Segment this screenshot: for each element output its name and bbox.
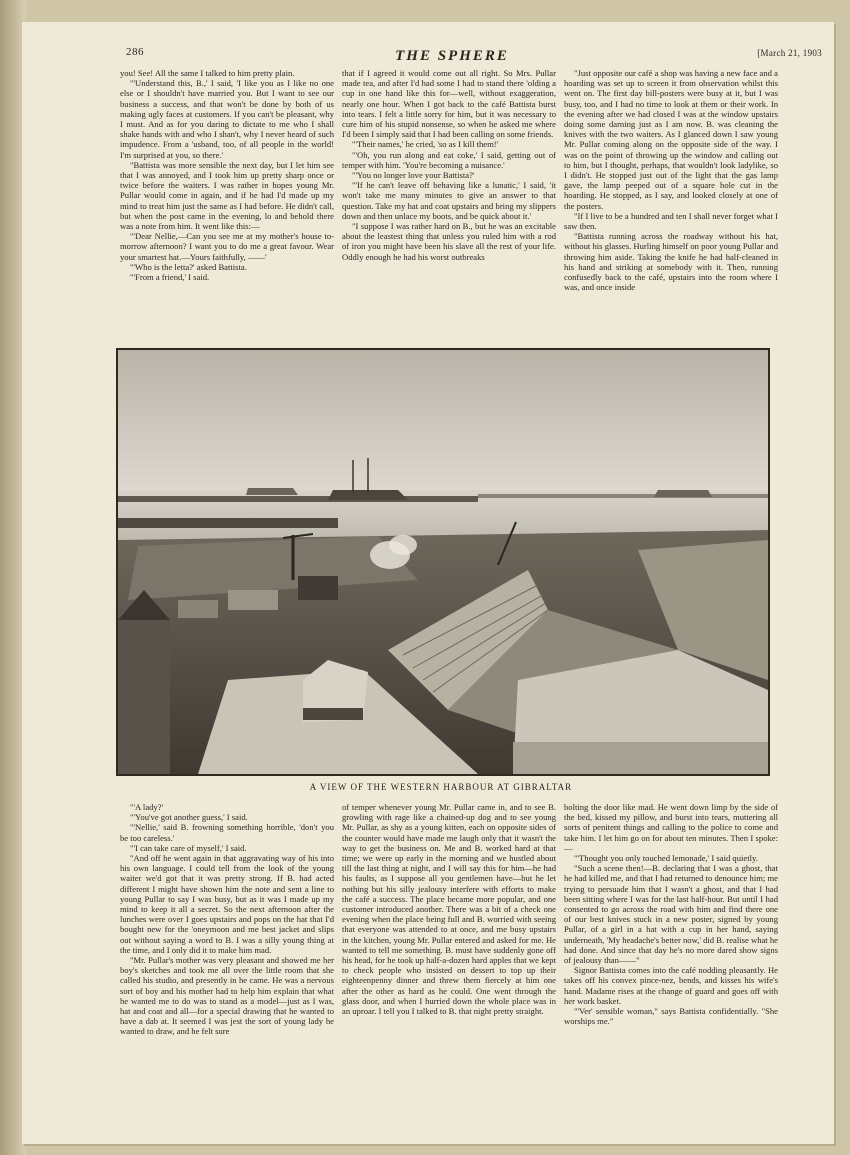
paragraph: "'Oh, you run along and eat coke,' I said, getting out of temper with him. 'You're becoming a nuisance.': [342, 149, 556, 170]
paragraph: "If I live to be a hundred and ten I shall never forget what I saw then.: [564, 210, 778, 232]
magazine-page: [22, 22, 834, 1144]
paragraph: "Battista was more sensible the next day, but I let him see that I was annoyed, and I took him up pretty sharp once or twice before the waiters. I was rather in hopes young Mr. Pullar would come in again, and if he had I'd made up my mind to treat him just the same as I had before. He didn't call, but when the post came in the evening, lo and behold there was a note from him. It went like this:—: [120, 159, 334, 232]
paragraph: bolting the door like mad. He went down limp by the side of the bed, kissed my pillow, and burst into tears, muttering all sorts of penitent things and calling to the police to come and take him. I let him go on for about ten minutes. Then I spoke:—: [564, 802, 778, 853]
paragraph: "'Dear Nellie,—Can you see me at my mother's house to-morrow afternoon? I want you to do me a great favour. Wear your smartest hat.—Yours faithfully, ——': [120, 231, 334, 262]
paragraph: "'Their names,' he cried, 'so as I kill them!': [352, 139, 499, 150]
page-number: 286: [126, 46, 144, 58]
bottom-column-2: [342, 802, 556, 1102]
paragraph: "And off he went again in that aggravating way of his into his own language. I could tell from the look of the young waiter we'd got that it was pretty strong. If B. had acted different I might have shown him the note and sent a line to young Pullar to say I was busy, but as it was I made up my mind to keep it all a secret. So the next afternoon after the lunches were over I goes upstairs and pops on the hat that I'd bought new for the 'oneymoon and me best jacket and slips out without saying a word to B. I was a silly young thing at the time, and I only did it to make him mad.: [120, 853, 334, 955]
paragraph: Signor Battista comes into the café nodding pleasantly. He takes off his convex pince-nez, bends, and kisses his wife's hand. Madame rises at the change of guard and goes off with her work basket.: [564, 965, 778, 1006]
photo-caption: A VIEW OF THE WESTERN HARBOUR AT GIBRALTAR: [309, 782, 573, 792]
bottom-column-1: [120, 802, 334, 1102]
paragraph: "'Who is the letta?' asked Battista.: [130, 261, 247, 272]
paragraph: "'Ver' sensible woman," says Battista confidentially. "She worships me.": [564, 1006, 778, 1027]
paragraph: of temper whenever young Mr. Pullar came in, and to see B. growling with rage like a chained-up dog and to see young Mr. Pullar, as shy as a young kitten, each on opposite sides of the counter would have made me laugh only that it wasn't the way to get the business on. Me and B. worked hard at that time; we were up early in the morning and we hustled about till the last thing at night, and I will say this for him—he had his faults, as I suppose all you gentlemen have—but he let nothing but his silly jealousy interfere with efforts to make the café a success. The place became more popular, and one customer introduced another. There was a bit of a check one evening when the place being full and B. worried with seeing that everyone was attended to at once, and me busy upstairs in the kitchen, young Mr. Pullar entered and asked for me. He wanted to tell me something. B. must have suddenly gone off his head, for he took up half-a-dozen hard apples that we kept to check people who insisted on dessert to top up their eighteenpenny dinner and threw them fiercely at him one after the other as hard as he could. One went through the glass door, and when I hurried down the whole place was in an uproar. I tell you I talked to B. that night pretty straight.: [342, 802, 556, 1017]
paragraph: "Just opposite our café a shop was having a new face and a hoarding was set up to screen it from observation whilst this went on. The first day bill-posters were busy at it, but I was busy, too, and I had no time to look at them or their work. In the evening after we had closed I was at the window upstairs doing some darning just as I am now. B. was cleaning the knives with the two waiters. As I glanced down I saw young Mr. Pullar coming along on the opposite side of the way. I was on the point of throwing up the window and calling out to him, but I thought, perhaps, that wouldn't look ladylike, so I didn't. He stopped just out of the light that the gas lamp gave, the lamp peeped out of a square hole cut in the hoarding. He stopped, as I say, and looked closely at one of the posters.: [564, 68, 778, 211]
paragraph: "'From a friend,' I said.: [130, 272, 210, 283]
top-column-2: [342, 68, 556, 358]
bottom-column-3: [564, 802, 778, 1102]
paragraph: "'Understand this, B.,' I said, 'I like you as I like no one else or I shouldn't have married you. But I want to see our business a success, and that won't be done by both of us making ugly faces at customers. If you can't be pleasant, why I must. And as for you daring to dictate to me who I shall shake hands with and who I shan't, why I never heard of such impudence. From a 'usband, too, of all people in the world! I'm surprised at you, so there.': [120, 78, 334, 160]
harbour-photograph: [116, 348, 770, 776]
paragraph: "'Nellie,' said B. frowning something horrible, 'don't you be too careless.': [120, 822, 334, 843]
paragraph: that if I agreed it would come out all right. So Mrs. Pullar made tea, and after I'd had some I had to stand there 'olding a cup in one hand like this for—well, without exaggeration, nearly one hour. When I got back to the café Battista burst into tears. I felt a little sorry for him, but it was necessary to cure him of his stupid nonsense, so when he asked me where I'd been I simply said that I had been calling on some friends.: [342, 68, 556, 140]
paragraph: "Battista running across the roadway without his hat, without his glasses. Hurling himself on poor young Pullar and throwing him aside. Taking the knife he had half-cleaned in his hand and striking at somebody with it. Then, running confusedly back to the café, upstairs into the room where I was, and once inside: [564, 231, 778, 293]
paragraph: "'You've got another guess,' I said.: [130, 812, 248, 823]
top-column-3: [564, 68, 778, 358]
paragraph: "'I can take care of myself,' I said.: [130, 842, 247, 853]
paragraph: "'A lady?': [130, 802, 164, 812]
paragraph: "'If he can't leave off behaving like a lunatic,' I said, 'it won't take me many minutes to give an answer to that question. Take my hat and coat upstairs and bring my slippers down and then unlace my boots, and be quick about it.': [342, 180, 556, 221]
paragraph: "'You no longer love your Battista?': [352, 170, 475, 181]
paragraph: "Such a scene then!—B. declaring that I was a ghost, that he had killed me, and that I had returned to denounce him; me trying to persuade him that I wasn't a ghost, and that I had been sitting where I was for the last half-hour. But until I had consented to go across the road with him and find there one of our best knives stuck in a new poster, signed by young Pullar, of a girl in a hat with a cup in her hand, saying underneath, 'My headache's better now,' did B. realise what he had done. And since that day he's no more dared show signs of jealousy than——": [564, 863, 778, 966]
page-title: THE SPHERE: [395, 48, 509, 64]
paragraph: "Mr. Pullar's mother was very pleasant and showed me her boy's sketches and took me all over the little room that she called his studio, and presently in he came. He was a nervous sort of boy and his mother had to help him explain that what he wanted me to do was to stand as a model—just as I was, hat and coat and all—for a special drawing that he wanted to have a dab at. It seemed I was jest the sort of young lady he wanted to draw, and he felt sure: [120, 955, 334, 1037]
paragraph: you! See! All the same I talked to him pretty plain.: [120, 68, 295, 78]
paragraph: "I suppose I was rather hard on B., but he was an excitable about the leastest thing that unless you ruled him with a rod of iron you might have been his slave all the rest of your life. Oddly enough he had his worst outbreaks: [342, 221, 556, 262]
top-column-1: [120, 68, 334, 358]
paragraph: "'Thought you only touched lemonade,' I said quietly.: [574, 853, 758, 864]
page-date: [March 21, 1903: [757, 48, 822, 58]
